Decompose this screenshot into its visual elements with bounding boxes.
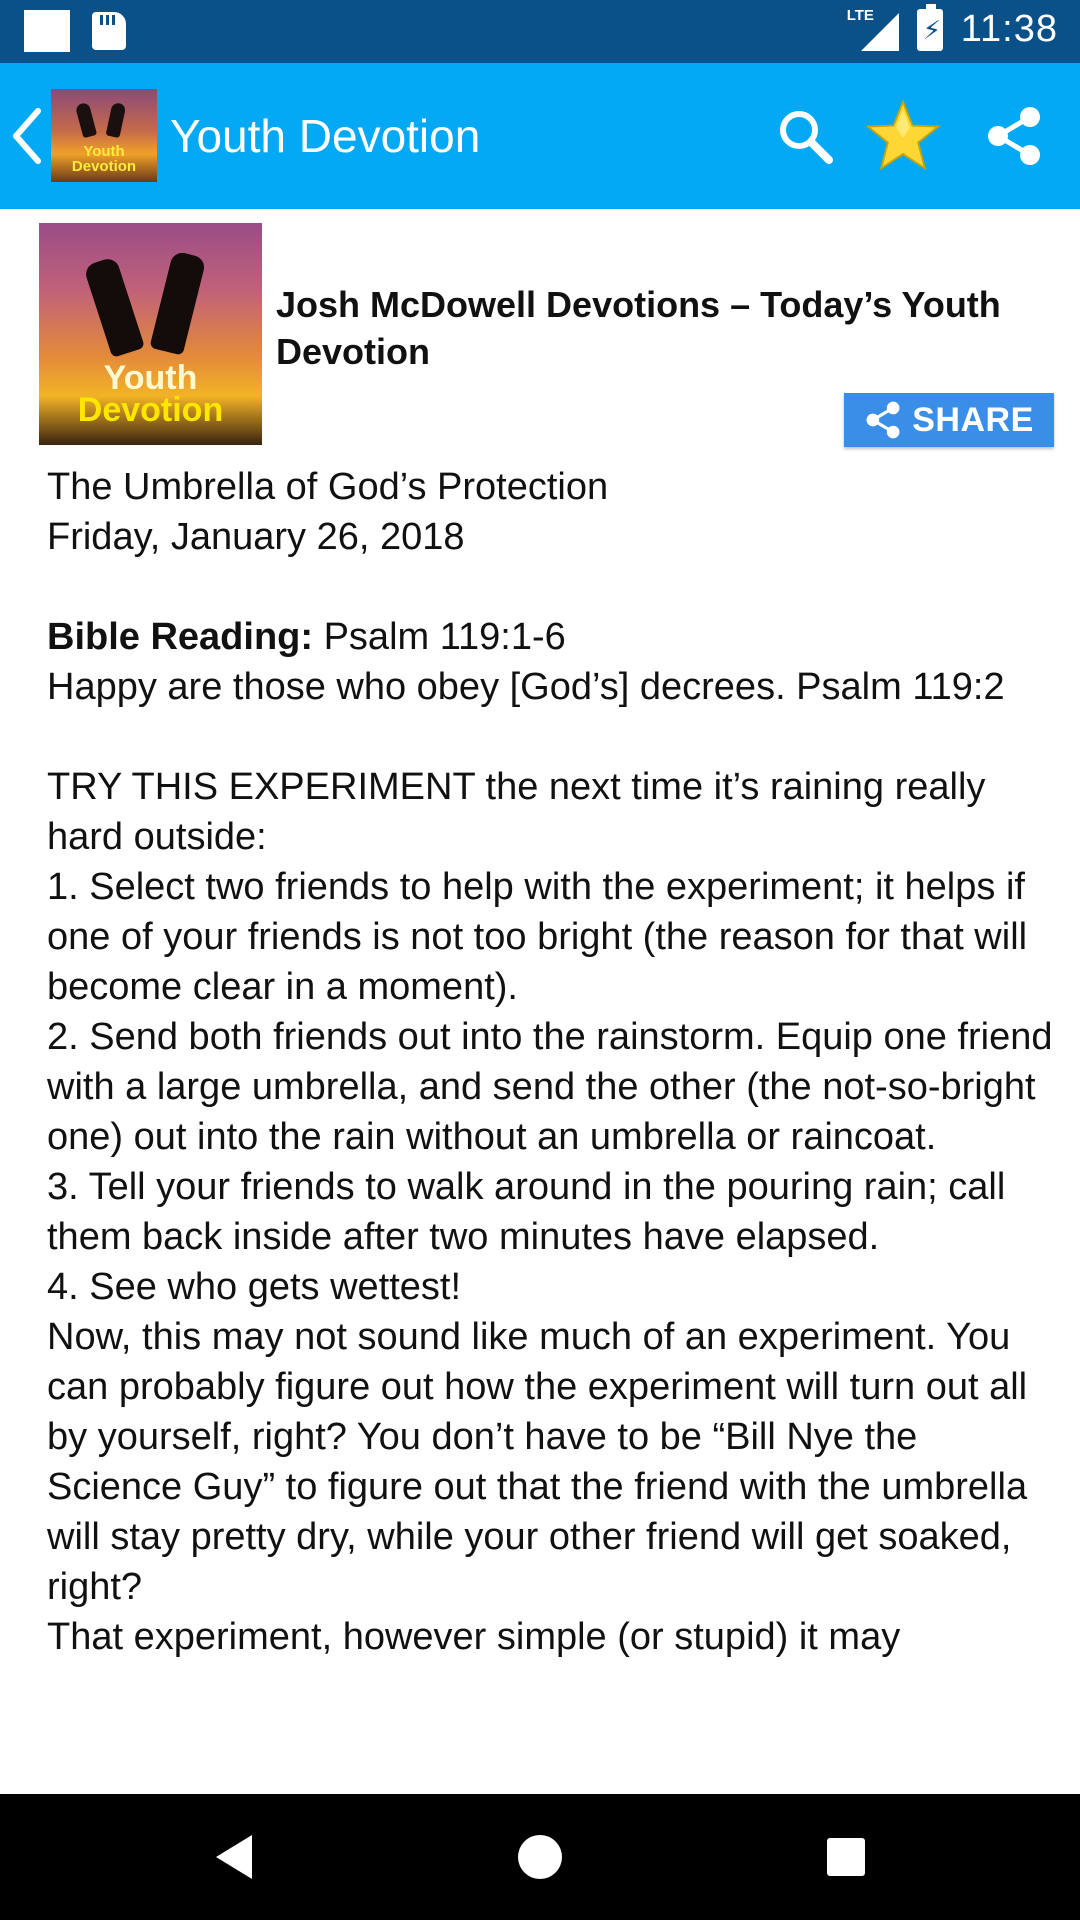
status-bar-right <box>846 6 1058 51</box>
article-body <box>47 462 1057 1662</box>
notification-square-icon <box>24 10 70 52</box>
app-logo <box>51 89 157 182</box>
status-bar-left <box>24 10 126 52</box>
home-circle-icon[interactable] <box>512 1829 568 1885</box>
article-step-2: 2. Send both friends out into the rainstorm. Equip one friend with a large umbrella, and send the other (the not-so-bright one) out into the rain without an umbrella or raincoat. <box>47 1016 1053 1158</box>
battery-charging-icon: ⚡ <box>917 9 943 51</box>
article-step-3: 3. Tell your friends to walk around in the pouring rain; call them back inside after two minutes have elapsed. <box>47 1166 1006 1258</box>
bible-reading-label: Bible Reading: <box>47 616 314 658</box>
back-triangle-icon[interactable] <box>206 1829 262 1885</box>
share-button[interactable] <box>844 393 1054 447</box>
star-icon[interactable] <box>866 99 940 173</box>
navigation-bar <box>0 1794 1080 1920</box>
search-icon[interactable] <box>768 99 842 173</box>
share-button-label: SHARE <box>912 400 1034 439</box>
network-type-label: LTE <box>846 6 874 24</box>
app-logo-text: Youth Devotion <box>71 143 137 175</box>
article-intro: TRY THIS EXPERIMENT the next time it’s raining really hard outside: <box>47 766 986 858</box>
app-title: Youth Devotion <box>170 110 481 162</box>
bible-reading-ref: Psalm 119:1-6 <box>313 616 566 658</box>
status-time: 11:38 <box>960 8 1058 50</box>
article-title: The Umbrella of God’s Protection <box>47 466 609 508</box>
status-bar <box>0 0 1080 63</box>
signal-icon <box>846 6 899 51</box>
post-headline: Josh McDowell Devotions – Today’s Youth Devotion <box>276 284 1001 372</box>
sd-card-icon <box>92 12 126 50</box>
app-bar <box>0 63 1080 209</box>
article-step-1: 1. Select two friends to help with the experiment; it helps if one of your friends is not too bright (the reason for that will become clear in a moment). <box>47 866 1028 1008</box>
bible-reading <box>47 612 1057 662</box>
recents-square-icon[interactable] <box>818 1829 874 1885</box>
article-paragraph-2: That experiment, however simple (or stupid) it may <box>47 1616 901 1658</box>
share-icon <box>864 400 902 440</box>
article-step-4: 4. See who gets wettest! <box>47 1266 462 1308</box>
article-paragraph-1: Now, this may not sound like much of an experiment. You can probably figure out how the experiment will turn out all by yourself, right? You don’t have to be “Bill Nye the Science Guy” to figure out that the friend with the umbrella will stay pretty dry, while your other friend will get soaked, right? <box>47 1316 1028 1608</box>
post-thumbnail <box>39 223 262 445</box>
share-icon[interactable] <box>977 99 1051 173</box>
content-area[interactable] <box>0 209 1080 1794</box>
thumbnail-text-youth: Youth <box>103 359 198 397</box>
back-chevron-icon[interactable] <box>8 103 48 169</box>
article-date: Friday, January 26, 2018 <box>47 516 465 558</box>
verse-text: Happy are those who obey [God’s] decrees. Psalm 119:2 <box>47 666 1005 708</box>
thumbnail-text-devotion: Devotion <box>77 391 224 429</box>
